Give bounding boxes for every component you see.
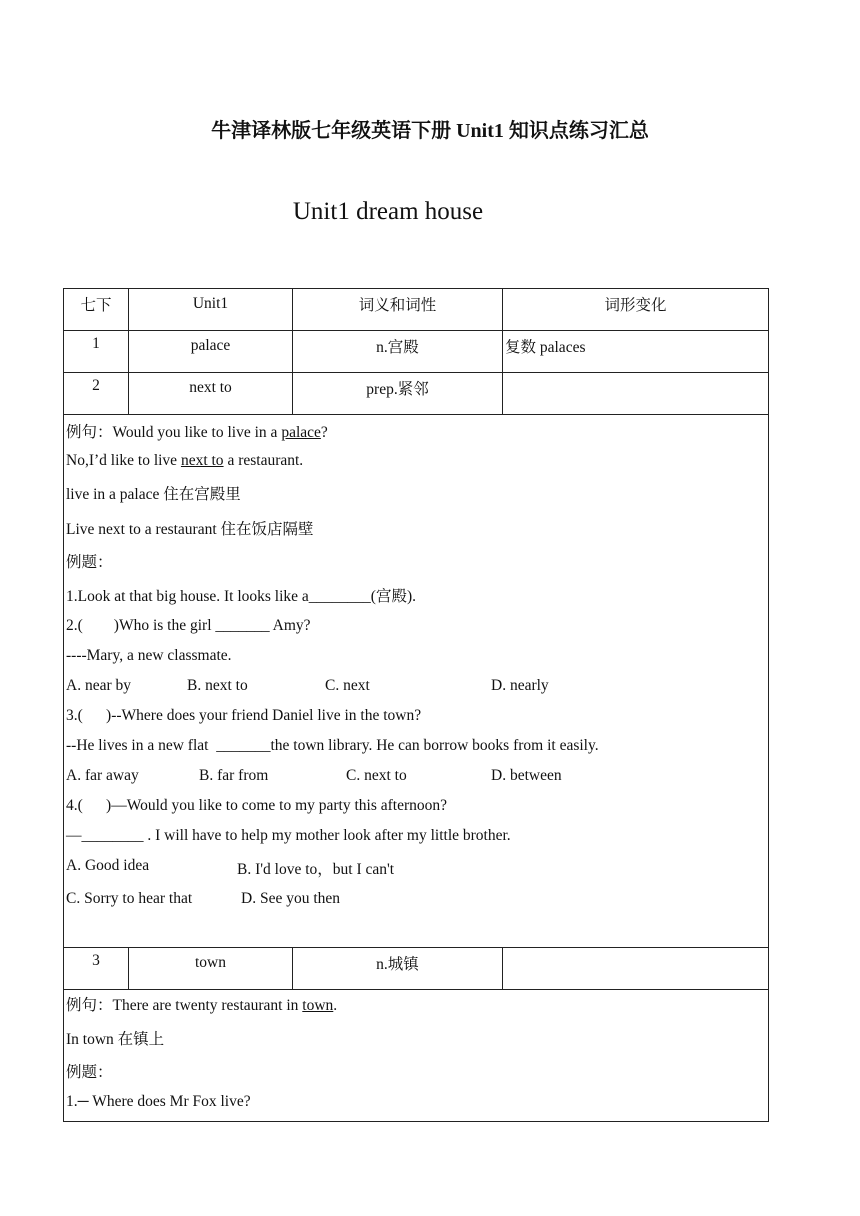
example-sentence-1: 例句：Would you like to live in a palace? xyxy=(66,424,328,441)
row-number: 1 xyxy=(64,331,129,373)
row-meaning: n.城镇 xyxy=(293,948,503,990)
option-c: C. next xyxy=(325,677,370,694)
question-2-options xyxy=(66,677,766,699)
option-a: A. Good idea xyxy=(66,857,150,874)
question-2: 2.( )Who is the girl _______ Amy? xyxy=(66,617,311,634)
row-meaning: n.宫殿 xyxy=(293,331,503,373)
exercise-label: 例题： xyxy=(66,554,113,571)
header-cell-forms: 词形变化 xyxy=(503,289,769,331)
option-c: C. Sorry to hear that xyxy=(66,890,193,907)
option-a: A. near by xyxy=(66,677,131,694)
question-4-options-row-1 xyxy=(66,857,766,879)
row-forms xyxy=(503,373,769,415)
phrase-2: Live next to a restaurant 住在饭店隔壁 xyxy=(66,521,314,538)
exercise-label: 例题： xyxy=(66,1064,113,1081)
question-4-options-row-2 xyxy=(66,890,766,912)
table-header-row xyxy=(64,289,769,331)
option-d: D. See you then xyxy=(241,890,341,907)
row-word: palace xyxy=(129,331,293,373)
question-1: 1.Look at that big house. It looks like a________(宫殿). xyxy=(66,588,416,605)
question-3: 3.( )--Where does your friend Daniel live in the town? xyxy=(66,707,422,724)
question-3-line-2: --He lives in a new flat _______the town library. He can borrow books from it easily. xyxy=(66,737,599,754)
example-sentence-2: No,I’d like to live next to a restaurant. xyxy=(66,452,304,469)
table-row xyxy=(64,373,769,415)
option-d: D. between xyxy=(491,767,562,784)
table-row xyxy=(64,331,769,373)
header-cell-grade: 七下 xyxy=(64,289,129,331)
question-4: 4.( )—Would you like to come to my party this afternoon? xyxy=(66,797,448,814)
example-sentence-1: 例句：There are twenty restaurant in town. xyxy=(66,997,338,1014)
option-b: B. I'd love to，but I can't xyxy=(237,861,395,878)
option-c: C. next to xyxy=(346,767,407,784)
header-cell-unit: Unit1 xyxy=(129,289,293,331)
row-word: town xyxy=(129,948,293,990)
example-block-town xyxy=(64,990,769,1122)
row-meaning: prep.紧邻 xyxy=(293,373,503,415)
example-block-row xyxy=(64,990,769,1122)
question-4-line-2: —________ . I will have to help my mother look after my little brother. xyxy=(66,827,511,844)
vocabulary-table xyxy=(63,288,769,1122)
option-b: B. next to xyxy=(187,677,248,694)
example-block-row xyxy=(64,415,769,948)
phrase-1: live in a palace 住在宫殿里 xyxy=(66,486,241,503)
question-1: 1.─ Where does Mr Fox live? xyxy=(66,1093,251,1110)
option-a: A. far away xyxy=(66,767,139,784)
question-3-options xyxy=(66,767,766,789)
row-number: 2 xyxy=(64,373,129,415)
question-2-answer: ----Mary, a new classmate. xyxy=(66,647,232,664)
unit-subtitle: Unit1 dream house xyxy=(292,198,484,225)
row-word: next to xyxy=(129,373,293,415)
option-b: B. far from xyxy=(199,767,269,784)
example-block-palace xyxy=(64,415,769,948)
header-cell-meaning: 词义和词性 xyxy=(293,289,503,331)
row-number: 3 xyxy=(64,948,129,990)
option-d: D. nearly xyxy=(491,677,549,694)
phrase-1: In town 在镇上 xyxy=(66,1031,165,1048)
row-forms xyxy=(503,948,769,990)
document-title: 牛津译林版七年级英语下册 Unit1 知识点练习汇总 xyxy=(211,120,649,142)
table-row xyxy=(64,948,769,990)
row-forms: 复数 palaces xyxy=(503,331,769,373)
